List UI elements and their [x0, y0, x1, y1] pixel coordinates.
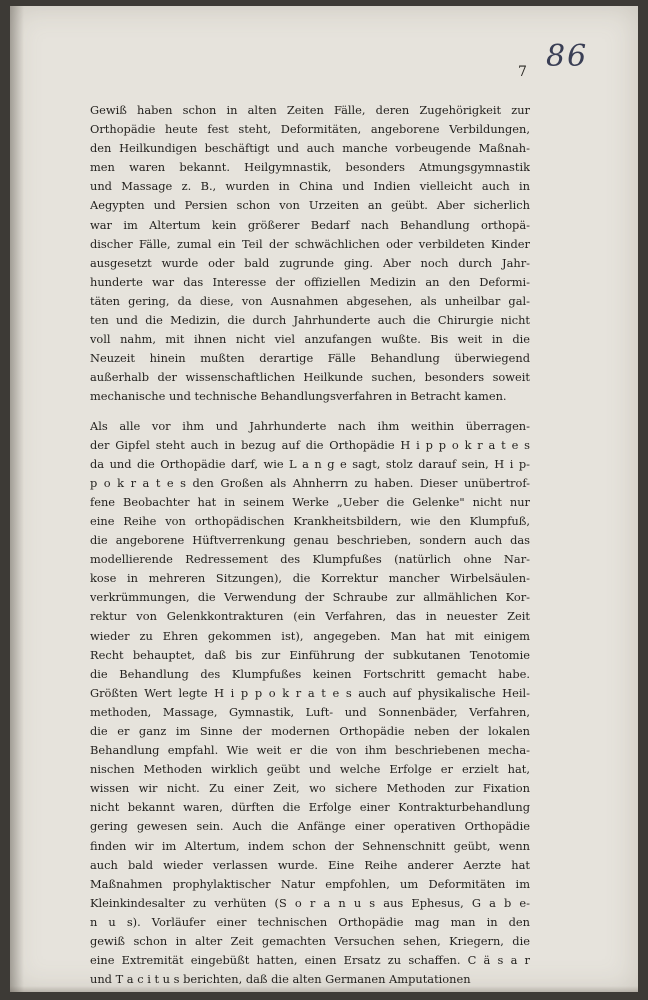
text-line: rektur von Gelenkkontrakturen (ein Verfahren, das in neuester Zeit: [90, 609, 530, 624]
text-line: die angeborene Hüftverrenkung genau beschrieben, sondern auch das: [90, 533, 530, 548]
text-line: den Heilkundigen beschäftigt und auch manche vorbeugende Maßnah-: [90, 141, 530, 156]
text-line: Kleinkindesalter zu verhüten (S o r a n u s aus Ephesus, G a b e-: [90, 895, 530, 910]
handwritten-folio-number: 86: [546, 39, 589, 74]
text-line: die er ganz im Sinne der modernen Orthopädie neben der lokalen: [90, 724, 530, 738]
page-number: 7: [518, 64, 527, 80]
text-line: und T a c i t u s berichten, daß die alten Germanen Amputationen: [90, 972, 471, 987]
text-line: gering gewesen sein. Auch die Anfänge einer operativen Orthopädie: [90, 819, 530, 834]
paragraph-1: [90, 101, 530, 407]
text-line: verkrümmungen, die Verwendung der Schraube zur allmählichen Kor-: [90, 590, 530, 605]
text-line: men waren bekannt. Heilgymnastik, besonders Atmungsgymnastik: [90, 160, 530, 175]
text-line: Gewiß haben schon in alten Zeiten Fälle, deren Zugehörigkeit zur: [90, 103, 530, 117]
text-line: hunderte war das Interesse der offiziellen Medizin an den Deformi-: [90, 274, 530, 289]
text-line: mechanische und technische Behandlungsverfahren in Betracht kamen.: [90, 389, 507, 404]
text-line: eine Extremität eingebüßt hatten, einen Ersatz zu schaffen. C ä s a r: [90, 953, 530, 968]
body-text: [90, 101, 530, 989]
page-gutter-shadow: [10, 6, 24, 992]
text-line: finden wir im Altertum, indem schon der Sehnenschnitt geübt, wenn: [90, 838, 530, 853]
paragraph-2: [90, 417, 530, 990]
page-bottom-edge: [10, 986, 638, 992]
text-line: war im Altertum kein größerer Bedarf nach Behandlung orthopä-: [90, 217, 530, 232]
paragraph-gap: [90, 407, 530, 417]
text-line: eine Reihe von orthopädischen Krankheitsbildern, wie den Klumpfuß,: [90, 513, 530, 528]
text-line: kose in mehreren Sitzungen), die Korrektur mancher Wirbelsäulen-: [90, 571, 530, 586]
text-line: Als alle vor ihm und Jahrhunderte nach ihm weithin überragen-: [90, 418, 530, 433]
text-line: die Behandlung des Klumpfußes keinen Fortschritt gemacht habe.: [90, 666, 530, 681]
text-line: nicht bekannt waren, dürften die Erfolge einer Kontrakturbehandlung: [90, 800, 530, 815]
text-line: auch bald wieder verlassen wurde. Eine Reihe anderer Aerzte hat: [90, 857, 530, 872]
text-line: täten gering, da diese, von Ausnahmen abgesehen, als unheilbar gal-: [90, 293, 530, 308]
text-line: wissen wir nicht. Zu einer Zeit, wo sichere Methoden zur Fixation: [90, 781, 530, 796]
text-line: Neuzeit hinein mußten derartige Fälle Behandlung überwiegend: [90, 351, 530, 366]
text-line: außerhalb der wissenschaftlichen Heilkunde suchen, besonders soweit: [90, 370, 530, 385]
book-page: [10, 6, 638, 992]
text-line: nischen Methoden wirklich geübt und welche Erfolge er erzielt hat,: [90, 762, 530, 777]
text-line: Aegypten und Persien schon von Urzeiten an geübt. Aber sicherlich: [90, 198, 530, 213]
text-line: da und die Orthopädie darf, wie L a n g e sagt, stolz darauf sein, H i p-: [90, 456, 530, 471]
text-line: Maßnahmen prophylaktischer Natur empfohlen, um Deformitäten im: [90, 876, 530, 891]
text-line: voll nahm, mit ihnen nicht viel anzufangen wußte. Bis weit in die: [90, 332, 530, 347]
text-line: ausgesetzt wurde oder bald zugrunde ging. Aber noch durch Jahr-: [90, 255, 530, 270]
text-line: fene Beobachter hat in seinem Werke „Ueber die Gelenke" nicht nur: [90, 494, 530, 509]
text-line: methoden, Massage, Gymnastik, Luft- und Sonnenbäder, Verfahren,: [90, 704, 530, 719]
text-line: Behandlung empfahl. Wie weit er die von ihm beschriebenen mecha-: [90, 743, 530, 758]
text-line: Recht behauptet, daß bis zur Einführung der subkutanen Tenotomie: [90, 647, 530, 662]
text-line: n u s). Vorläufer einer technischen Orthopädie mag man in den: [90, 914, 530, 929]
text-line: Größten Wert legte H i p p o k r a t e s auch auf physikalische Heil-: [90, 685, 530, 700]
text-line: discher Fälle, zumal ein Teil der schwächlichen oder verbildeten Kinder: [90, 236, 530, 251]
text-line: modellierende Redressement des Klumpfußes (natürlich ohne Nar-: [90, 552, 530, 567]
text-line: ten und die Medizin, die durch Jahrhunderte auch die Chirurgie nicht: [90, 313, 530, 328]
text-line: p o k r a t e s den Großen als Ahnherrn zu haben. Dieser unübertrof-: [90, 475, 530, 490]
text-line: wieder zu Ehren gekommen ist), angegeben. Man hat mit einigem: [90, 628, 530, 643]
text-line: und Massage z. B., wurden in China und Indien vielleicht auch in: [90, 179, 530, 194]
text-line: Orthopädie heute fest steht, Deformitäten, angeborene Verbildungen,: [90, 122, 530, 137]
text-line: gewiß schon in alter Zeit gemachten Versuchen sehen, Kriegern, die: [90, 934, 530, 949]
text-line: der Gipfel steht auch in bezug auf die Orthopädie H i p p o k r a t e s: [90, 437, 530, 452]
